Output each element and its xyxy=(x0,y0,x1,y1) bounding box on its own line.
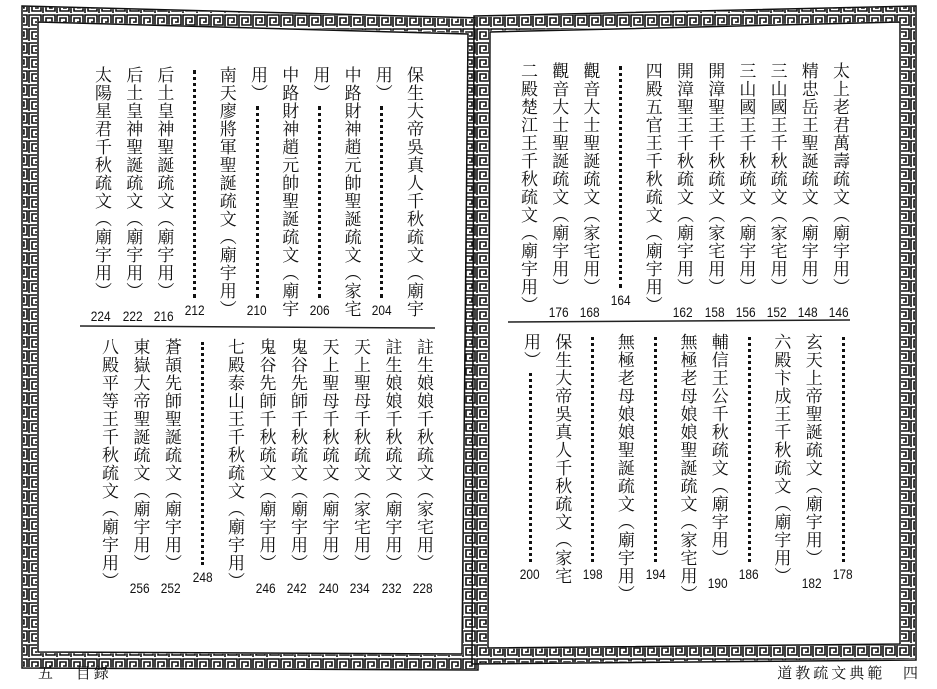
toc-leader-dots xyxy=(256,106,259,298)
toc-entry xyxy=(799,333,825,591)
toc-entry-title: 無極老母娘娘聖誕疏文（家宅用） xyxy=(676,333,697,603)
toc-entry-title: 二殿楚江王千秋疏文（廟宇用） xyxy=(517,62,537,314)
toc-entry xyxy=(410,338,436,596)
toc-entry xyxy=(639,62,665,314)
toc-entry-title: 中路財神趙元帥聖誕疏文（廟宇 xyxy=(278,66,299,318)
toc-entry xyxy=(767,333,793,585)
toc-entry xyxy=(576,62,602,320)
page-number-left: 五 xyxy=(38,664,57,682)
toc-entry-page: 146 xyxy=(829,304,849,320)
toc-entry xyxy=(190,338,216,585)
toc-entry xyxy=(275,66,301,318)
toc-entry xyxy=(88,66,114,324)
toc-entry xyxy=(580,333,606,582)
toc-entry-title: 南天廖將軍聖誕疏文（廟宇用） xyxy=(215,66,236,318)
toc-entry xyxy=(221,338,247,590)
toc-entry-title: 用） xyxy=(371,66,392,102)
toc-leader-dots xyxy=(748,337,751,562)
toc-entry-page: 148 xyxy=(797,304,818,320)
toc-entry-page: 152 xyxy=(766,304,787,320)
toc-entry-title: 開漳聖王千秋疏文（家宅用） xyxy=(704,62,725,296)
toc-entry xyxy=(674,333,700,603)
toc-entry-title: 精忠岳王聖誕疏文（廟宇用） xyxy=(797,62,818,296)
toc-entry-page: 194 xyxy=(645,566,666,582)
toc-entry xyxy=(244,66,270,318)
toc-entry xyxy=(369,66,395,318)
toc-entry-title: 無極老母娘娘聖誕疏文（廟宇用） xyxy=(613,333,634,603)
toc-entry xyxy=(545,62,571,320)
toc-entry-page: 212 xyxy=(184,302,205,318)
toc-entry xyxy=(213,66,239,318)
toc-entry-page: 222 xyxy=(122,308,143,324)
toc-entry xyxy=(514,62,540,314)
toc-entry xyxy=(830,333,856,582)
toc-entry-title: 八殿平等王千秋疏文（廟宇用） xyxy=(98,338,118,590)
toc-entry xyxy=(182,66,208,318)
toc-entry-title: 六殿卞成王千秋疏文（廟宇用） xyxy=(770,333,791,585)
toc-entry xyxy=(150,66,176,324)
toc-entry xyxy=(826,62,852,320)
toc-entry xyxy=(379,338,405,596)
toc-entry-page: 228 xyxy=(413,580,433,596)
toc-entry xyxy=(158,338,184,596)
toc-entry-page: 198 xyxy=(582,566,603,582)
toc-entry xyxy=(670,62,696,320)
toc-entry-page: 242 xyxy=(287,580,307,596)
toc-entry xyxy=(284,338,310,596)
toc-entry xyxy=(517,333,543,582)
toc-leader-dots xyxy=(654,337,657,562)
toc-entry xyxy=(736,333,762,582)
toc-entry-page: 204 xyxy=(371,302,392,318)
toc-entry xyxy=(316,338,342,596)
toc-entry-title: 輔信王公千秋疏文（廟宇用） xyxy=(707,333,728,567)
toc-entry xyxy=(705,333,731,591)
toc-leader-dots xyxy=(591,337,594,562)
toc-entry xyxy=(119,66,145,324)
toc-entry xyxy=(400,66,426,318)
toc-entry-title: 后土皇神聖誕疏文（廟宇用） xyxy=(153,66,174,300)
toc-entry-page: 200 xyxy=(520,566,540,582)
toc-entry-page: 224 xyxy=(91,308,111,324)
toc-entry-page: 156 xyxy=(735,304,756,320)
toc-entry-title: 保生大帝吳真人千秋疏文（廟宇 xyxy=(403,66,423,318)
toc-entry-page: 168 xyxy=(579,304,600,320)
toc-entry xyxy=(95,338,121,590)
toc-leader-dots xyxy=(318,106,321,298)
toc-entry-page: 176 xyxy=(548,304,569,320)
toc-entry-title: 保生大帝吳真人千秋疏文（家宅 xyxy=(551,333,572,585)
toc-entry-title: 太陽星君千秋疏文（廟宇用） xyxy=(91,66,111,300)
toc-entry-page: 216 xyxy=(153,308,174,324)
toc-entry xyxy=(642,333,668,582)
toc-entry-page: 210 xyxy=(247,302,267,318)
toc-entry-page: 178 xyxy=(833,566,853,582)
toc-entry xyxy=(347,338,373,596)
toc-entry-page: 232 xyxy=(381,580,402,596)
toc-entry-title: 后土皇神聖誕疏文（廟宇用） xyxy=(122,66,143,300)
toc-entry xyxy=(338,66,364,318)
toc-entry-page: 158 xyxy=(704,304,725,320)
toc-leader-dots xyxy=(529,373,532,562)
toc-entry-title: 鬼谷先師千秋疏文（廟宇用） xyxy=(287,338,307,572)
toc-entry-page: 190 xyxy=(707,575,728,591)
right-divider xyxy=(508,320,850,322)
toc-entry-title: 註生娘娘千秋疏文（家宅用） xyxy=(413,338,433,572)
toc-entry-title: 蒼頡先師聖誕疏文（廟宇用） xyxy=(161,338,181,572)
toc-entry-page: 246 xyxy=(255,580,276,596)
toc-entry xyxy=(732,62,758,320)
toc-entry xyxy=(611,333,637,603)
toc-entry-title: 用） xyxy=(309,66,330,102)
toc-entry-page: 164 xyxy=(610,292,631,308)
toc-entry-title: 天上聖母千秋疏文（廟宇用） xyxy=(318,338,339,572)
toc-entry-title: 鬼谷先師千秋疏文（廟宇用） xyxy=(255,338,276,572)
toc-leader-dots xyxy=(842,337,845,562)
toc-entry xyxy=(253,338,279,596)
toc-leader-dots xyxy=(193,70,196,298)
toc-entry-title: 中路財神趙元帥聖誕疏文（家宅 xyxy=(340,66,361,318)
toc-entry xyxy=(548,333,574,585)
toc-entry-title: 三山國王千秋疏文（家宅用） xyxy=(766,62,787,296)
toc-entry-title: 四殿五官王千秋疏文（廟宇用） xyxy=(641,62,662,314)
toc-entry-page: 252 xyxy=(161,580,181,596)
page-number-right: 四 xyxy=(902,664,921,682)
toc-entry xyxy=(608,62,634,308)
toc-entry-page: 162 xyxy=(673,304,693,320)
left-divider xyxy=(80,326,435,328)
toc-entry-title: 三山國王千秋疏文（廟宇用） xyxy=(735,62,756,296)
section-title-left: 目錄 xyxy=(75,664,112,682)
toc-leader-dots xyxy=(380,106,383,298)
toc-entry-title: 七殿泰山王千秋疏文（廟宇用） xyxy=(224,338,244,590)
toc-entry-page: 234 xyxy=(350,580,370,596)
toc-entry-title: 太上老君萬壽疏文（廟宇用） xyxy=(829,62,849,296)
toc-entry-title: 觀音大士聖誕疏文（廟宇用） xyxy=(548,62,569,296)
toc-entry xyxy=(764,62,790,320)
toc-entry xyxy=(306,66,332,318)
toc-entry xyxy=(795,62,821,320)
toc-entry-title: 用） xyxy=(247,66,267,102)
toc-entry-title: 玄天上帝聖誕疏文（廟宇用） xyxy=(801,333,822,567)
toc-entry-page: 186 xyxy=(739,566,760,582)
toc-entry-page: 182 xyxy=(801,575,822,591)
footer-right xyxy=(777,662,921,683)
toc-entry-page: 240 xyxy=(318,580,339,596)
toc-leader-dots xyxy=(619,66,622,288)
footer-left xyxy=(38,662,112,683)
toc-entry-title: 天上聖母千秋疏文（家宅用） xyxy=(350,338,370,572)
toc-entry-title: 用） xyxy=(520,333,540,369)
book-title-right: 道教疏文典範 xyxy=(777,664,886,682)
toc-entry xyxy=(127,338,153,596)
toc-entry-page: 248 xyxy=(192,569,213,585)
toc-entry xyxy=(701,62,727,320)
toc-leader-dots xyxy=(201,342,204,565)
toc-entry-title: 觀音大士聖誕疏文（家宅用） xyxy=(579,62,600,296)
toc-entry-title: 註生娘娘千秋疏文（廟宇用） xyxy=(381,338,402,572)
toc-entry-page: 206 xyxy=(309,302,330,318)
toc-entry-title: 開漳聖王千秋疏文（廟宇用） xyxy=(673,62,693,296)
toc-entry-page: 256 xyxy=(129,580,150,596)
toc-entry-title: 東嶽大帝聖誕疏文（廟宇用） xyxy=(129,338,150,572)
